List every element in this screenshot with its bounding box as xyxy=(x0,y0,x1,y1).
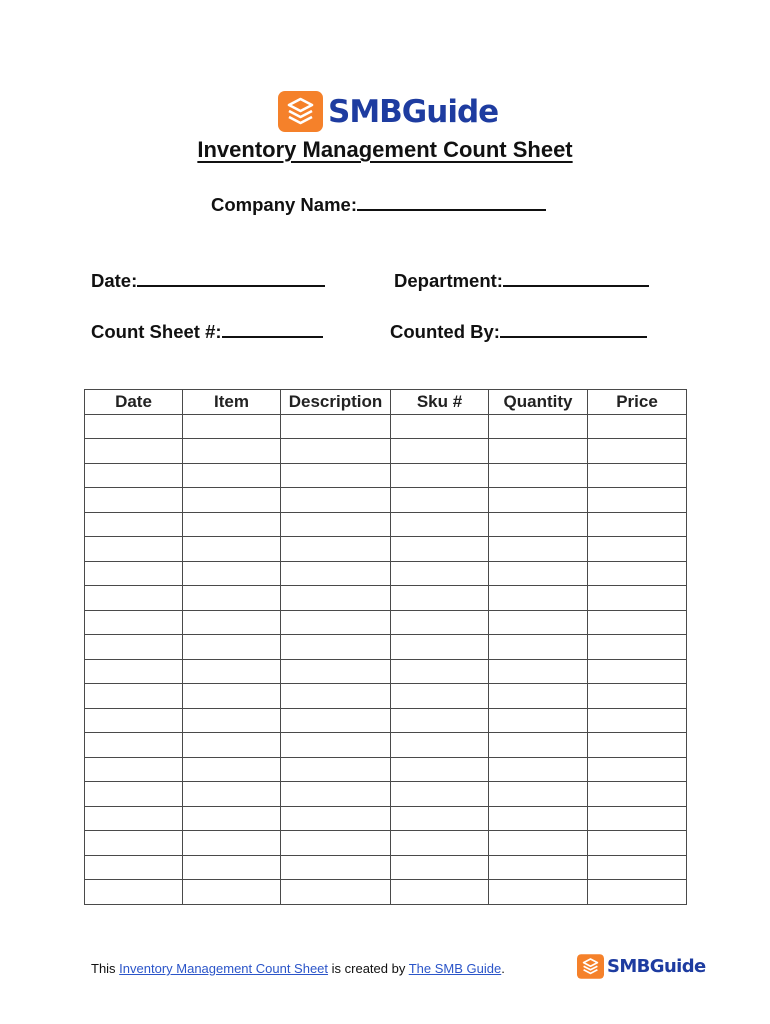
cell-sku[interactable] xyxy=(391,733,489,758)
table-row xyxy=(85,659,687,684)
count-sheet-blank[interactable] xyxy=(222,320,323,338)
col-header-quantity: Quantity xyxy=(489,390,588,415)
cell-description[interactable] xyxy=(281,880,391,905)
cell-date[interactable] xyxy=(85,414,183,439)
cell-item[interactable] xyxy=(183,439,281,464)
cell-quantity[interactable] xyxy=(489,537,588,562)
cell-description[interactable] xyxy=(281,782,391,807)
table-row xyxy=(85,733,687,758)
cell-item[interactable] xyxy=(183,708,281,733)
table-row xyxy=(85,586,687,611)
cell-date[interactable] xyxy=(85,880,183,905)
cell-description[interactable] xyxy=(281,684,391,709)
footer-logo xyxy=(577,954,706,979)
cell-sku[interactable] xyxy=(391,855,489,880)
cell-quantity[interactable] xyxy=(489,733,588,758)
cell-description[interactable] xyxy=(281,855,391,880)
cell-price[interactable] xyxy=(588,414,687,439)
footer-link-count-sheet[interactable]: Inventory Management Count Sheet xyxy=(119,961,329,976)
cell-description[interactable] xyxy=(281,512,391,537)
cell-quantity[interactable] xyxy=(489,684,588,709)
cell-quantity[interactable] xyxy=(489,463,588,488)
cell-date[interactable] xyxy=(85,782,183,807)
cell-date[interactable] xyxy=(85,831,183,856)
stacked-layers-icon xyxy=(577,954,604,979)
cell-date[interactable] xyxy=(85,439,183,464)
cell-sku[interactable] xyxy=(391,635,489,660)
cell-description[interactable] xyxy=(281,586,391,611)
cell-price[interactable] xyxy=(588,537,687,562)
cell-description[interactable] xyxy=(281,610,391,635)
cell-price[interactable] xyxy=(588,488,687,513)
cell-sku[interactable] xyxy=(391,512,489,537)
cell-description[interactable] xyxy=(281,708,391,733)
company-name-label: Company Name: xyxy=(211,194,357,215)
col-header-item: Item xyxy=(183,390,281,415)
cell-quantity[interactable] xyxy=(489,880,588,905)
cell-quantity[interactable] xyxy=(489,512,588,537)
department-field[interactable] xyxy=(394,269,649,292)
table-row xyxy=(85,684,687,709)
table-row xyxy=(85,855,687,880)
cell-quantity[interactable] xyxy=(489,561,588,586)
count-sheet-label: Count Sheet #: xyxy=(91,321,222,342)
cell-sku[interactable] xyxy=(391,684,489,709)
cell-price[interactable] xyxy=(588,880,687,905)
footer-suffix: . xyxy=(501,961,505,976)
table-body xyxy=(85,414,687,904)
cell-price[interactable] xyxy=(588,782,687,807)
cell-sku[interactable] xyxy=(391,757,489,782)
cell-quantity[interactable] xyxy=(489,806,588,831)
cell-price[interactable] xyxy=(588,512,687,537)
cell-quantity[interactable] xyxy=(489,831,588,856)
cell-quantity[interactable] xyxy=(489,855,588,880)
cell-description[interactable] xyxy=(281,488,391,513)
table-row xyxy=(85,414,687,439)
cell-description[interactable] xyxy=(281,463,391,488)
cell-item[interactable] xyxy=(183,659,281,684)
cell-item[interactable] xyxy=(183,414,281,439)
cell-quantity[interactable] xyxy=(489,782,588,807)
cell-description[interactable] xyxy=(281,439,391,464)
cell-price[interactable] xyxy=(588,561,687,586)
cell-item[interactable] xyxy=(183,561,281,586)
cell-sku[interactable] xyxy=(391,708,489,733)
count-table xyxy=(84,389,687,905)
cell-sku[interactable] xyxy=(391,439,489,464)
cell-item[interactable] xyxy=(183,586,281,611)
date-label: Date: xyxy=(91,270,138,291)
table-row xyxy=(85,708,687,733)
table-row xyxy=(85,610,687,635)
table-row xyxy=(85,831,687,856)
table-row xyxy=(85,880,687,905)
cell-price[interactable] xyxy=(588,806,687,831)
cell-item[interactable] xyxy=(183,463,281,488)
cell-price[interactable] xyxy=(588,586,687,611)
cell-quantity[interactable] xyxy=(489,708,588,733)
col-header-price: Price xyxy=(588,390,687,415)
cell-sku[interactable] xyxy=(391,414,489,439)
department-label: Department: xyxy=(394,270,503,291)
cell-date[interactable] xyxy=(85,684,183,709)
cell-item[interactable] xyxy=(183,733,281,758)
col-header-date: Date xyxy=(85,390,183,415)
cell-price[interactable] xyxy=(588,439,687,464)
cell-description[interactable] xyxy=(281,537,391,562)
table-row xyxy=(85,512,687,537)
cell-item[interactable] xyxy=(183,512,281,537)
cell-item[interactable] xyxy=(183,610,281,635)
cell-date[interactable] xyxy=(85,586,183,611)
cell-sku[interactable] xyxy=(391,537,489,562)
cell-date[interactable] xyxy=(85,855,183,880)
table-row xyxy=(85,488,687,513)
footer-prefix: This xyxy=(91,961,120,976)
department-blank[interactable] xyxy=(503,269,649,287)
cell-date[interactable] xyxy=(85,659,183,684)
cell-quantity[interactable] xyxy=(489,610,588,635)
cell-description[interactable] xyxy=(281,831,391,856)
cell-item[interactable] xyxy=(183,806,281,831)
company-name-blank[interactable] xyxy=(357,193,546,211)
table-row xyxy=(85,757,687,782)
cell-date[interactable] xyxy=(85,512,183,537)
table-row xyxy=(85,806,687,831)
table-row xyxy=(85,635,687,660)
cell-item[interactable] xyxy=(183,537,281,562)
cell-item[interactable] xyxy=(183,855,281,880)
counted-by-field[interactable] xyxy=(390,320,647,343)
cell-quantity[interactable] xyxy=(489,659,588,684)
cell-item[interactable] xyxy=(183,880,281,905)
cell-date[interactable] xyxy=(85,488,183,513)
cell-quantity[interactable] xyxy=(489,414,588,439)
cell-quantity[interactable] xyxy=(489,635,588,660)
cell-item[interactable] xyxy=(183,635,281,660)
cell-sku[interactable] xyxy=(391,488,489,513)
cell-date[interactable] xyxy=(85,757,183,782)
table-row xyxy=(85,782,687,807)
smbguide-logo xyxy=(278,91,498,132)
cell-price[interactable] xyxy=(588,635,687,660)
cell-date[interactable] xyxy=(85,610,183,635)
cell-date[interactable] xyxy=(85,806,183,831)
table-row xyxy=(85,439,687,464)
cell-date[interactable] xyxy=(85,537,183,562)
cell-sku[interactable] xyxy=(391,561,489,586)
cell-sku[interactable] xyxy=(391,831,489,856)
cell-price[interactable] xyxy=(588,733,687,758)
cell-description[interactable] xyxy=(281,635,391,660)
footer-link-smb-guide[interactable]: The SMB Guide xyxy=(408,961,502,976)
company-name-field[interactable] xyxy=(211,193,546,216)
col-header-sku: Sku # xyxy=(391,390,489,415)
cell-description[interactable] xyxy=(281,757,391,782)
logo-wordmark: SMBGuide xyxy=(328,93,499,130)
cell-price[interactable] xyxy=(588,708,687,733)
footer-middle: is created by xyxy=(328,961,409,976)
cell-item[interactable] xyxy=(183,831,281,856)
counted-by-blank[interactable] xyxy=(500,320,647,338)
cell-item[interactable] xyxy=(183,782,281,807)
table-row xyxy=(85,537,687,562)
cell-date[interactable] xyxy=(85,561,183,586)
cell-description[interactable] xyxy=(281,806,391,831)
cell-description[interactable] xyxy=(281,414,391,439)
counted-by-label: Counted By: xyxy=(390,321,500,342)
table-header-row xyxy=(85,390,687,415)
cell-price[interactable] xyxy=(588,684,687,709)
cell-item[interactable] xyxy=(183,684,281,709)
cell-description[interactable] xyxy=(281,659,391,684)
cell-sku[interactable] xyxy=(391,806,489,831)
cell-quantity[interactable] xyxy=(489,586,588,611)
cell-sku[interactable] xyxy=(391,782,489,807)
cell-sku[interactable] xyxy=(391,586,489,611)
cell-price[interactable] xyxy=(588,831,687,856)
cell-item[interactable] xyxy=(183,488,281,513)
cell-description[interactable] xyxy=(281,733,391,758)
count-sheet-field[interactable] xyxy=(91,320,323,343)
table-row xyxy=(85,561,687,586)
cell-price[interactable] xyxy=(588,610,687,635)
page-title xyxy=(0,137,770,163)
footer-credit xyxy=(91,961,505,976)
cell-sku[interactable] xyxy=(391,610,489,635)
cell-sku[interactable] xyxy=(391,659,489,684)
cell-price[interactable] xyxy=(588,757,687,782)
stacked-layers-icon xyxy=(278,91,323,132)
cell-item[interactable] xyxy=(183,757,281,782)
date-blank[interactable] xyxy=(137,269,325,287)
cell-date[interactable] xyxy=(85,463,183,488)
footer-logo-wordmark: SMBGuide xyxy=(607,956,706,977)
page-title-text: Inventory Management Count Sheet xyxy=(197,137,573,162)
col-header-description: Description xyxy=(281,390,391,415)
cell-sku[interactable] xyxy=(391,463,489,488)
cell-description[interactable] xyxy=(281,561,391,586)
cell-date[interactable] xyxy=(85,635,183,660)
cell-quantity[interactable] xyxy=(489,439,588,464)
cell-sku[interactable] xyxy=(391,880,489,905)
cell-quantity[interactable] xyxy=(489,488,588,513)
cell-price[interactable] xyxy=(588,463,687,488)
cell-price[interactable] xyxy=(588,855,687,880)
cell-quantity[interactable] xyxy=(489,757,588,782)
date-field[interactable] xyxy=(91,269,325,292)
cell-price[interactable] xyxy=(588,659,687,684)
cell-date[interactable] xyxy=(85,733,183,758)
cell-date[interactable] xyxy=(85,708,183,733)
table-row xyxy=(85,463,687,488)
